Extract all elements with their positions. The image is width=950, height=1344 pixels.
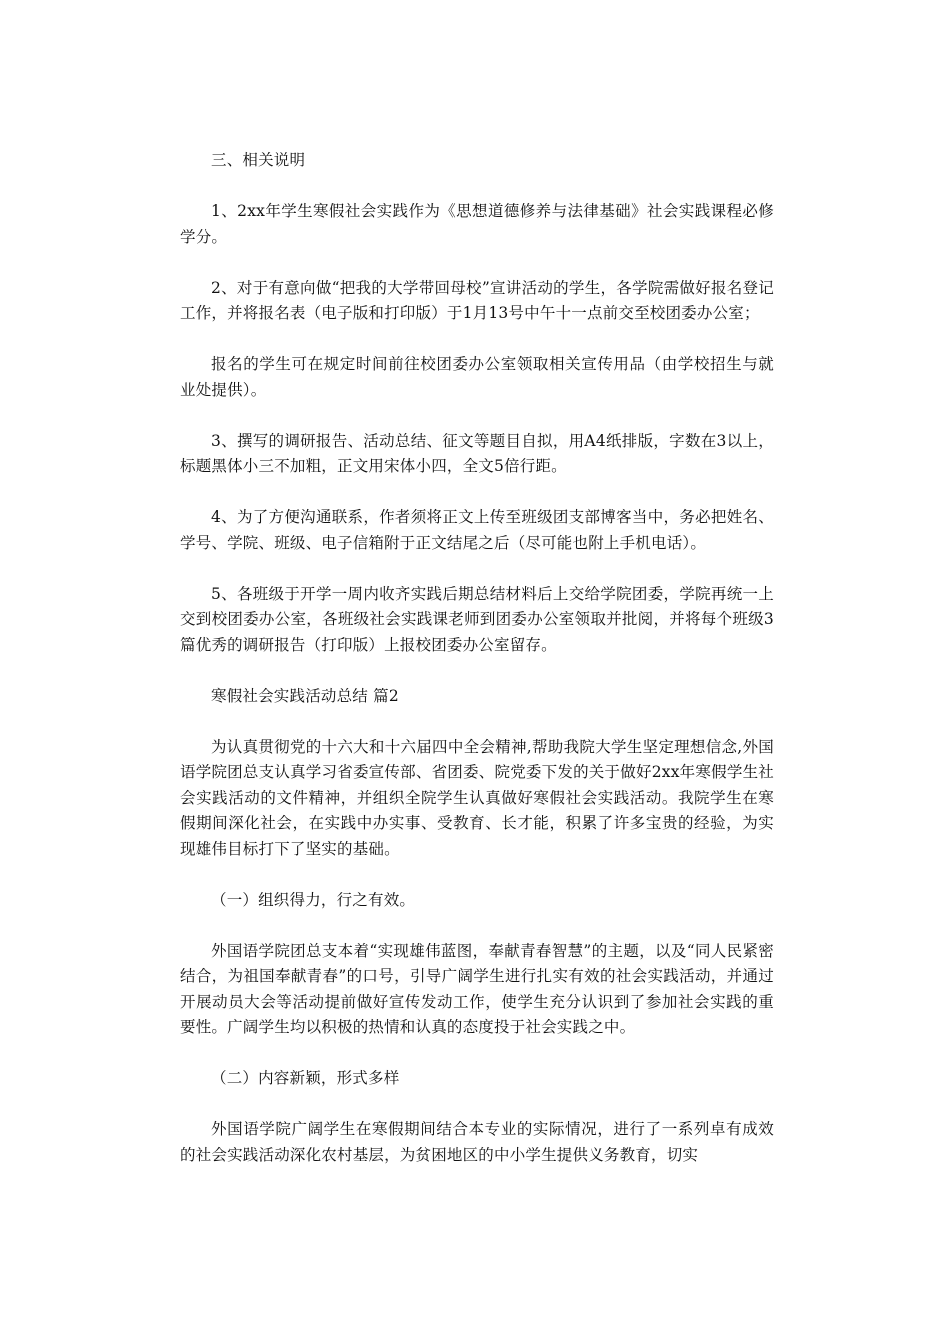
subheading-organization: （一）组织得力，行之有效。	[211, 890, 416, 909]
paragraph-note-3: 3、撰写的调研报告、活动总结、征文等题目自拟，用A4纸排版，字数在3以上，标题黑体小三不加粗，正文用宋体小四，全文5倍行距。	[180, 431, 774, 475]
document-body	[180, 148, 774, 1194]
paragraph-content: 外国语学院广阔学生在寒假期间结合本专业的实际情况，进行了一系列卓有成效的社会实践活动深化农村基层，为贫困地区的中小学生提供义务教育，切实	[180, 1120, 774, 1164]
paragraph-note-4: 4、为了方便沟通联系，作者须将正文上传至班级团支部博客当中，务必把姓名、学号、学院、班级、电子信箱附于正文结尾之后（尽可能也附上手机电话）。	[180, 508, 774, 552]
paragraph-note-1: 1、2xx年学生寒假社会实践作为《思想道德修养与法律基础》社会实践课程必修学分。	[180, 202, 774, 246]
article-title-part-2: 寒假社会实践活动总结 篇2	[211, 686, 399, 705]
paragraph-note-5: 5、各班级于开学一周内收齐实践后期总结材料后上交给学院团委，学院再统一上交到校团委办公室，各班级社会实践课老师到团委办公室领取并批阅，并将每个班级3篇优秀的调研报告（打印版）上报校团委办公室留存。	[180, 584, 774, 654]
section-heading-notes: 三、相关说明	[211, 151, 306, 169]
paragraph-intro: 为认真贯彻党的十六大和十六届四中全会精神,帮助我院大学生坚定理想信念,外国语学院团总支认真学习省委宣传部、省团委、院党委下发的关于做好2xx年寒假学生社会实践活动的文件精神，并组织全院学生认真做好寒假社会实践活动。我院学生在寒假期间深化社会，在实践中办实事、受教育、长才能，积累了许多宝贵的经验，为实现雄伟目标打下了坚实的基础。	[180, 737, 774, 858]
paragraph-note-2-supplement: 报名的学生可在规定时间前往校团委办公室领取相关宣传用品（由学校招生与就业处提供）。	[180, 355, 774, 399]
paragraph-note-2: 2、对于有意向做“把我的大学带回母校”宣讲活动的学生，各学院需做好报名登记工作，并将报名表（电子版和打印版）于1月13号中午十一点前交至校团委办公室；	[180, 278, 774, 322]
paragraph-organization: 外国语学院团总支本着“实现雄伟蓝图，奉献青春智慧”的主题，以及“同人民紧密结合，为祖国奉献青春”的口号，引导广阔学生进行扎实有效的社会实践活动，并通过开展动员大会等活动提前做好宣传发动工作，使学生充分认识到了参加社会实践的重要性。广阔学生均以积极的热情和认真的态度投于社会实践之中。	[180, 941, 774, 1036]
subheading-content: （二）内容新颖，形式多样	[211, 1069, 400, 1087]
